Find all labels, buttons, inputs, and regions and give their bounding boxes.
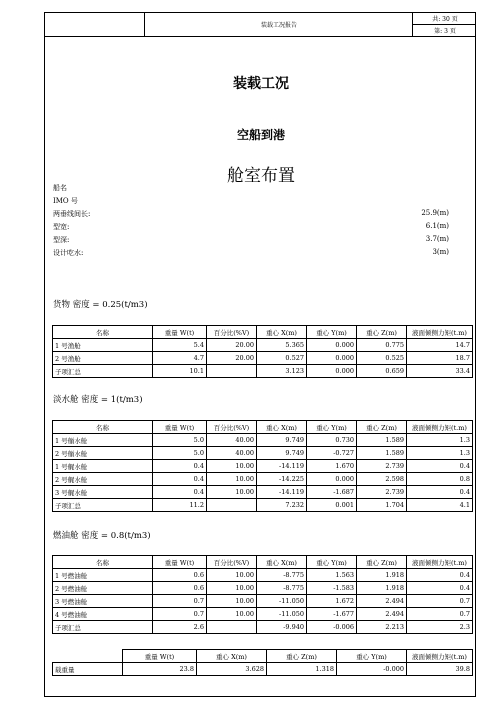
table-cell: 10.1: [153, 365, 207, 378]
ship-info-label: 型宽:: [53, 223, 70, 231]
column-header: 名称: [53, 326, 153, 339]
table-cell: 10.00: [207, 608, 257, 621]
header-page-count: 共: 30 页: [432, 16, 458, 23]
report-header: [45, 13, 475, 37]
tank-name: 2 号艏水舱: [53, 447, 153, 460]
ship-info-value: 3(m): [432, 248, 449, 256]
table-cell: 2.598: [357, 473, 407, 486]
main-title: 装载工况: [233, 76, 289, 92]
column-header: 重心 Z(m): [357, 421, 407, 434]
table-cell: -8.775: [257, 582, 307, 595]
summary-column-header: 重心 Z(m): [267, 650, 337, 663]
column-header: 百分比(%V): [207, 421, 257, 434]
ship-info-label: 型深:: [53, 236, 70, 244]
table-cell: 5.4: [153, 339, 207, 352]
table-row: [53, 595, 473, 608]
ship-info-value: 6.1(m): [425, 222, 449, 230]
table-cell: 1.3: [407, 447, 473, 460]
table-cell: 33.4: [407, 365, 473, 378]
table-cell: 9.749: [257, 434, 307, 447]
table-cell: 0.7: [153, 595, 207, 608]
ship-info-row: [53, 196, 449, 208]
table-cell: [207, 365, 257, 378]
column-header: 重心 Y(m): [307, 326, 357, 339]
table-cell: 2.213: [357, 621, 407, 634]
table-cell: 5.0: [153, 434, 207, 447]
table-cell: 0.4: [407, 569, 473, 582]
table-header-row: [53, 556, 473, 569]
table-row: [53, 569, 473, 582]
summary-header-row: [53, 650, 473, 663]
table-cell: -11.050: [257, 608, 307, 621]
summary-cell: -0.000: [337, 663, 407, 676]
group-title: 淡水舱 密度 = 1(t/m3): [53, 395, 143, 405]
table-cell: 0.000: [307, 473, 357, 486]
ship-info-row: [53, 248, 449, 260]
table-cell: 10.00: [207, 473, 257, 486]
column-header: 重量 W(t): [153, 556, 207, 569]
column-header: 重心 Z(m): [357, 326, 407, 339]
tank-name: 4 号燃油舱: [53, 608, 153, 621]
table-cell: 7.232: [257, 499, 307, 512]
condition-title: 空船到港: [236, 128, 285, 142]
table-cell: 5.0: [153, 447, 207, 460]
table-cell: 0.6: [153, 582, 207, 595]
table-cell: 2.6: [153, 621, 207, 634]
table-cell: 0.000: [307, 365, 357, 378]
table-row: [53, 499, 473, 512]
section-title: 舱室布置: [227, 166, 295, 186]
tank-name: 1 号艉水舱: [53, 460, 153, 473]
table-row: [53, 352, 473, 365]
ship-info-label: 船名: [53, 184, 67, 192]
table-cell: -0.006: [307, 621, 357, 634]
summary-column-header: 重量 W(t): [123, 650, 197, 663]
tank-name: 1 号燃油舱: [53, 569, 153, 582]
table-cell: 20.00: [207, 352, 257, 365]
table-cell: 0.525: [357, 352, 407, 365]
table-cell: 0.527: [257, 352, 307, 365]
column-header: 重心 X(m): [257, 556, 307, 569]
table-header-row: [53, 421, 473, 434]
table-cell: 0.7: [407, 595, 473, 608]
table-cell: 3.123: [257, 365, 307, 378]
table-cell: 0.659: [357, 365, 407, 378]
table-cell: 5.365: [257, 339, 307, 352]
tank-name: 2 号燃油舱: [53, 582, 153, 595]
tank-name: 3 号燃油舱: [53, 595, 153, 608]
ship-info-value: 25.9(m): [421, 209, 449, 217]
ship-info-row: [53, 209, 449, 221]
ship-info-row: [53, 183, 449, 195]
table-cell: -14.119: [257, 486, 307, 499]
ship-info-row: [53, 235, 449, 247]
table-cell: 2.494: [357, 595, 407, 608]
header-blank-cell: [45, 13, 145, 37]
summary-cell: 3.628: [197, 663, 267, 676]
column-header: 重心 X(m): [257, 326, 307, 339]
table-cell: 1.918: [357, 569, 407, 582]
group-title: 燃油舱 密度 = 0.8(t/m3): [53, 531, 151, 541]
table-cell: 0.001: [307, 499, 357, 512]
column-header: 重心 Z(m): [357, 556, 407, 569]
table-cell: 4.1: [407, 499, 473, 512]
column-header: 名称: [53, 556, 153, 569]
table-cell: 0.8: [407, 473, 473, 486]
table-cell: 0.000: [307, 339, 357, 352]
table-cell: 0.6: [153, 569, 207, 582]
column-header: 液面倾侧力矩(t.m): [407, 421, 473, 434]
table-cell: 10.00: [207, 595, 257, 608]
table-cell: -1.677: [307, 608, 357, 621]
table-row: [53, 460, 473, 473]
table-cell: 1.672: [307, 595, 357, 608]
ship-info-label: 两垂线间长:: [53, 210, 91, 218]
table-row: [53, 473, 473, 486]
table-cell: 0.730: [307, 434, 357, 447]
summary-column-header: 液面倾侧力矩(t.m): [407, 650, 473, 663]
table-cell: [207, 499, 257, 512]
table-row: [53, 582, 473, 595]
table-cell: 2.494: [357, 608, 407, 621]
table-cell: -14.119: [257, 460, 307, 473]
tank-name: 1 号艏水舱: [53, 434, 153, 447]
report-page: [44, 12, 476, 697]
column-header: 液面倾侧力矩(t.m): [407, 556, 473, 569]
table-row: [53, 621, 473, 634]
table-cell: 0.4: [153, 473, 207, 486]
table-cell: 10.00: [207, 582, 257, 595]
tank-name: 1 号渔舱: [53, 339, 153, 352]
table-cell: -1.583: [307, 582, 357, 595]
table-cell: 1.3: [407, 434, 473, 447]
column-header: 液面倾侧力矩(t.m): [407, 326, 473, 339]
table-cell: 4.7: [153, 352, 207, 365]
table-cell: 18.7: [407, 352, 473, 365]
ship-info-label: 设计吃水:: [53, 249, 84, 257]
table-cell: 1.704: [357, 499, 407, 512]
table-cell: -11.050: [257, 595, 307, 608]
table-cell: 2.739: [357, 486, 407, 499]
table-cell: 0.4: [153, 486, 207, 499]
table-cell: 1.589: [357, 434, 407, 447]
tank-name: 2 号艉水舱: [53, 473, 153, 486]
table-cell: 0.4: [153, 460, 207, 473]
summary-row: [53, 663, 473, 676]
table-cell: 0.4: [407, 486, 473, 499]
table-row: [53, 434, 473, 447]
table-cell: 1.918: [357, 582, 407, 595]
table-row: [53, 608, 473, 621]
table-cell: 9.749: [257, 447, 307, 460]
group-title: 货物 密度 = 0.25(t/m3): [53, 300, 148, 310]
table-cell: 0.7: [153, 608, 207, 621]
table-cell: 0.7: [407, 608, 473, 621]
table-cell: 0.4: [407, 460, 473, 473]
table-cell: 2.3: [407, 621, 473, 634]
column-header: 重心 Y(m): [307, 556, 357, 569]
table-cell: 10.00: [207, 460, 257, 473]
table-row: [53, 447, 473, 460]
tank-name: 子项汇总: [53, 365, 153, 378]
table-cell: 14.7: [407, 339, 473, 352]
table-cell: 1.670: [307, 460, 357, 473]
summary-column-header: 重心 Y(m): [337, 650, 407, 663]
table-cell: 11.2: [153, 499, 207, 512]
table-header-row: [53, 326, 473, 339]
column-header: 百分比(%V): [207, 326, 257, 339]
column-header: 重心 Y(m): [307, 421, 357, 434]
column-header: 重心 X(m): [257, 421, 307, 434]
tank-table: [52, 325, 473, 378]
table-cell: 10.00: [207, 569, 257, 582]
tank-table: [52, 420, 473, 512]
table-cell: 40.00: [207, 434, 257, 447]
table-row: [53, 365, 473, 378]
table-cell: -1.687: [307, 486, 357, 499]
summary-cell: 39.8: [407, 663, 473, 676]
table-cell: -8.775: [257, 569, 307, 582]
tank-name: 3 号艉水舱: [53, 486, 153, 499]
header-page-number: 第: 3 页: [434, 28, 456, 35]
ship-info-row: [53, 222, 449, 234]
column-header: 百分比(%V): [207, 556, 257, 569]
table-cell: -9.940: [257, 621, 307, 634]
column-header: 重量 W(t): [153, 326, 207, 339]
table-cell: 0.4: [407, 582, 473, 595]
table-row: [53, 339, 473, 352]
table-cell: 1.589: [357, 447, 407, 460]
tank-table: [52, 555, 473, 634]
deadweight-summary-table: [52, 649, 473, 676]
tank-name: 2 号渔舱: [53, 352, 153, 365]
tank-name: 子项汇总: [53, 499, 153, 512]
table-cell: 40.00: [207, 447, 257, 460]
header-title: 装载工况报告: [260, 22, 297, 29]
table-cell: 0.775: [357, 339, 407, 352]
table-row: [53, 486, 473, 499]
table-cell: 20.00: [207, 339, 257, 352]
table-cell: 1.563: [307, 569, 357, 582]
summary-label: 载重量: [53, 663, 123, 676]
table-cell: -14.225: [257, 473, 307, 486]
table-cell: -0.727: [307, 447, 357, 460]
summary-cell: 1.318: [267, 663, 337, 676]
table-cell: 0.000: [307, 352, 357, 365]
column-header: 重量 W(t): [153, 421, 207, 434]
summary-column-header: 重心 X(m): [197, 650, 267, 663]
summary-cell: 23.8: [123, 663, 197, 676]
column-header: 名称: [53, 421, 153, 434]
ship-info-value: 3.7(m): [425, 235, 449, 243]
tank-name: 子项汇总: [53, 621, 153, 634]
table-cell: 2.739: [357, 460, 407, 473]
table-cell: [207, 621, 257, 634]
table-cell: 10.00: [207, 486, 257, 499]
ship-info-label: IMO 号: [53, 197, 78, 205]
